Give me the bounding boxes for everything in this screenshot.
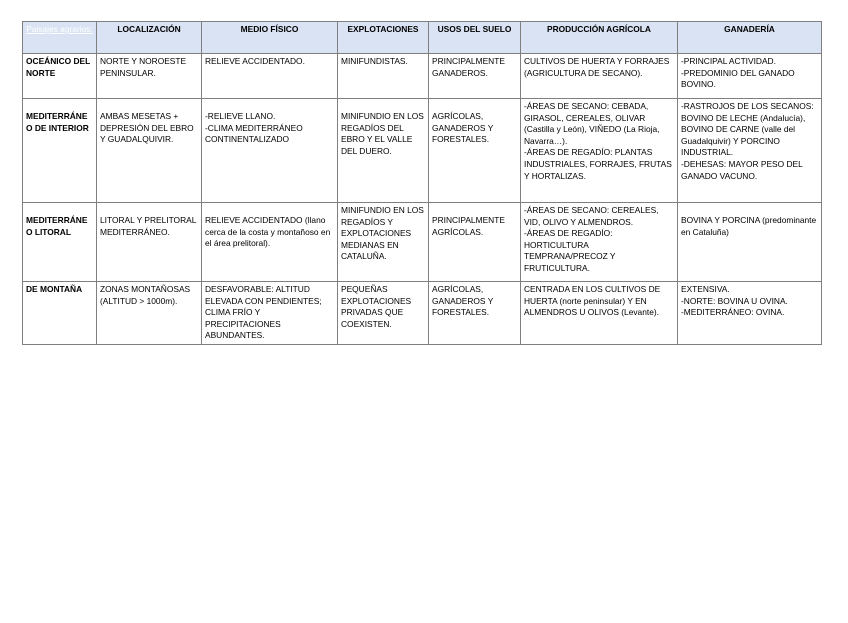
row-usos-suelo: PRINCIPALMENTE AGRÍCOLAS. <box>429 203 521 282</box>
table-row <box>23 282 822 345</box>
header-usos-suelo: USOS DEL SUELO <box>429 22 521 54</box>
produccion-line: -ÁREAS DE REGADÍO: HORTICULTURA TEMPRANA/PRECOZ Y FRUTICULTURA. <box>524 228 616 273</box>
row-localizacion: ZONAS MONTAÑOSAS (ALTITUD > 1000m). <box>97 282 202 345</box>
table-row <box>23 203 822 282</box>
ganaderia-line: -DEHESAS: MAYOR PESO DEL GANADO VACUNO. <box>681 158 803 181</box>
ganaderia-line: -PRINCIPAL ACTIVIDAD. <box>681 56 776 66</box>
table-row <box>23 99 822 203</box>
row-paisaje: DE MONTAÑA <box>23 282 97 345</box>
row-paisaje: OCEÁNICO DEL NORTE <box>23 54 97 99</box>
header-paisajes: Paisajes agrarios: <box>23 22 97 54</box>
medio-fisico-line: -CLIMA MEDITERRÁNEO CONTINENTALIZADO <box>205 122 303 145</box>
row-paisaje: MEDITERRÁNEO LITORAL <box>23 203 97 282</box>
header-localizacion: LOCALIZACIÓN <box>97 22 202 54</box>
row-ganaderia <box>678 203 822 282</box>
produccion-line: -ÁREAS DE REGADÍO: PLANTAS INDUSTRIALES, FORRAJES, FRUTAS Y HORTALIZAS. <box>524 147 672 181</box>
row-medio-fisico: RELIEVE ACCIDENTADO (llano cerca de la costa y montañoso en el área prelitoral). <box>202 203 338 282</box>
header-ganaderia: GANADERÍA <box>678 22 822 54</box>
row-ganaderia <box>678 54 822 99</box>
row-explotaciones: PEQUEÑAS EXPLOTACIONES PRIVADAS QUE COEXISTEN. <box>338 282 429 345</box>
row-usos-suelo: AGRÍCOLAS, GANADEROS Y FORESTALES. <box>429 99 521 203</box>
row-ganaderia <box>678 282 822 345</box>
row-usos-suelo: AGRÍCOLAS, GANADEROS Y FORESTALES. <box>429 282 521 345</box>
ganaderia-line: -NORTE: BOVINA U OVINA. <box>681 295 788 306</box>
row-paisaje: MEDITERRÁNEO DE INTERIOR <box>23 99 97 203</box>
agrarian-landscapes-table <box>22 21 822 345</box>
row-localizacion: AMBAS MESETAS + DEPRESIÓN DEL EBRO Y GUADALQUIVIR. <box>97 99 202 203</box>
produccion-line: CENTRADA EN LOS CULTIVOS DE HUERTA (norte peninsular) Y EN ALMENDROS U OLIVOS (Levante). <box>524 284 661 318</box>
ganaderia-line: -RASTROJOS DE LOS SECANOS: BOVINO DE LECHE (Andalucía), BOVINO DE CARNE (valle del Guadalquivir) Y PORCINO INDUSTRIAL. <box>681 101 814 158</box>
row-explotaciones: MINIFUNDIO EN LOS REGADÍOS DEL EBRO Y EL VALLE DEL DUERO. <box>338 99 429 203</box>
produccion-line: -ÁREAS DE SECANO: CEBADA, GIRASOL, CEREALES, OLIVAR (Castilla y León), VIÑEDO (La Rioja, Navarra…). <box>524 101 660 146</box>
ganaderia-line: EXTENSIVA. <box>681 284 730 294</box>
produccion-line: -ÁREAS DE SECANO: CEREALES, VID, OLIVO Y ALMENDROS. <box>524 205 659 227</box>
header-explotaciones: EXPLOTACIONES <box>338 22 429 54</box>
table-header-row <box>23 22 822 54</box>
header-produccion-agricola: PRODUCCIÓN AGRÍCOLA <box>521 22 678 54</box>
row-explotaciones: MINIFUNDISTAS. <box>338 54 429 99</box>
ganaderia-line: -PREDOMINIO DEL GANADO BOVINO. <box>681 67 795 90</box>
ganaderia-line: BOVINA Y PORCINA (predominante en Cataluña) <box>681 215 817 237</box>
row-produccion <box>521 99 678 203</box>
row-localizacion: LITORAL Y PRELITORAL MEDITERRÁNEO. <box>97 203 202 282</box>
row-localizacion: NORTE Y NOROESTE PENINSULAR. <box>97 54 202 99</box>
row-usos-suelo: PRINCIPALMENTE GANADEROS. <box>429 54 521 99</box>
medio-fisico-line: -RELIEVE LLANO. <box>205 111 276 121</box>
row-produccion <box>521 54 678 99</box>
ganaderia-line: -MEDITERRÁNEO: OVINA. <box>681 307 785 318</box>
row-produccion <box>521 203 678 282</box>
row-medio-fisico: DESFAVORABLE: ALTITUD ELEVADA CON PENDIENTES; CLIMA FRÍO Y PRECIPITACIONES ABUNDANTES. <box>202 282 338 345</box>
table-row <box>23 54 822 99</box>
header-medio-fisico: MEDIO FÍSICO <box>202 22 338 54</box>
row-produccion <box>521 282 678 345</box>
row-ganaderia <box>678 99 822 203</box>
produccion-line: CULTIVOS DE HUERTA Y FORRAJES (AGRICULTURA DE SECANO). <box>524 56 670 78</box>
row-explotaciones: MINIFUNDIO EN LOS REGADÍOS Y EXPLOTACIONES MEDIANAS EN CATALUÑA. <box>338 203 429 282</box>
row-medio-fisico <box>202 99 338 203</box>
row-medio-fisico: RELIEVE ACCIDENTADO. <box>202 54 338 99</box>
